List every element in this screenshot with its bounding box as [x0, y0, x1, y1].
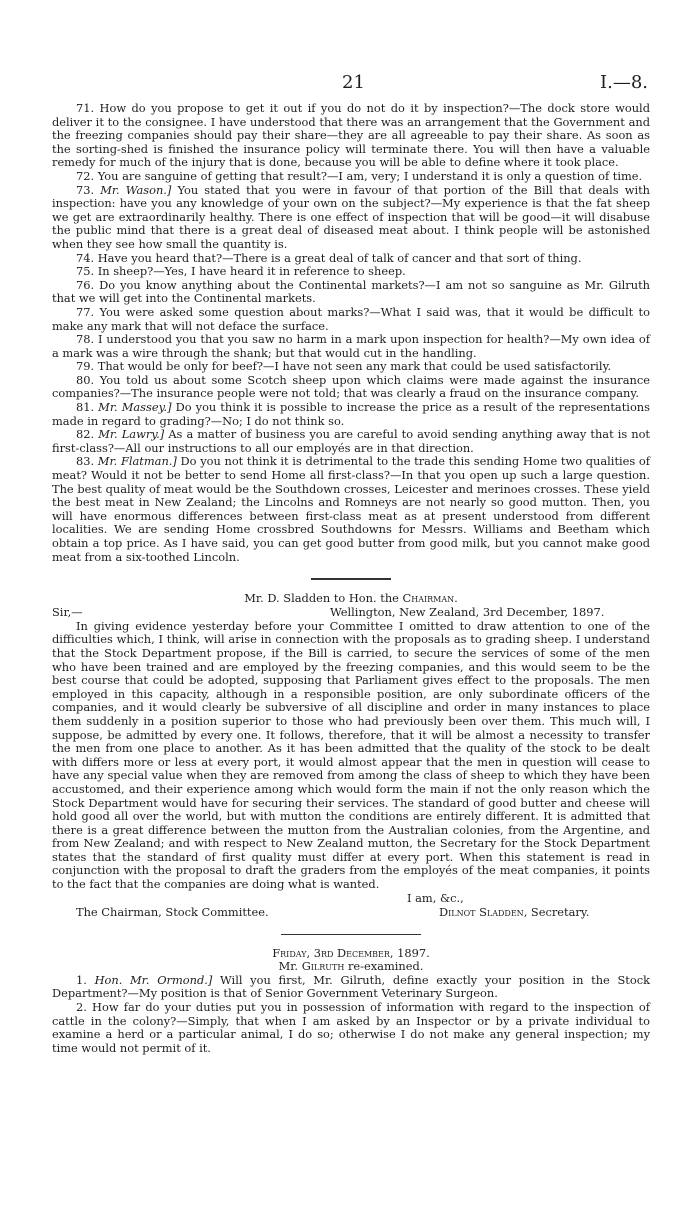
evidence-question-1: 1. Hon. Mr. Ormond.] Will you first, Mr. Gilruth, define exactly your position in the Stock Department?—My position is that of Senior Government Veterinary Surgeon.	[52, 972, 651, 1001]
speaker-name: Mr. Massey.]	[98, 400, 172, 415]
evidence-question-76: 76. Do you know anything about the Continental markets?—I am not so sanguine as Mr. Gilruth that we will get into the Continental markets.	[52, 277, 650, 306]
evidence-question-80: 80. You told us about some Scotch sheep upon which claims were made against the insurance companies?—The insurance people were not told; that was clearly a fraud on the insurance company.	[52, 372, 650, 401]
evidence-question-75: 75. In sheep?—Yes, I have heard it in reference to sheep.	[76, 264, 406, 279]
parliamentary-reference: I.—8.	[599, 72, 648, 93]
evidence-question-72: 72. You are sanguine of getting that result?—I am, very; I understand it is only a question of time.	[76, 168, 643, 183]
sitting-date: Friday, 3rd December, 1897.	[272, 945, 430, 960]
evidence-question-73: 73. Mr. Wason.] You stated that you were in favour of that portion of the Bill that deals with inspection: have you any knowledge of your own on the subject?—My experience is that the fat sheep we get are extraordinarily healthy. There is one effect of inspection that will be good—it will disabuse the public mind that there is a great deal of diseased meat about. I think people will be astonished when they see how small the quantity is.	[52, 182, 651, 251]
letter-body: In giving evidence yesterday before your Committee I omitted to draw attention to one of the difficulties which, I think, will arise in connection with the proposals as to grading sheep. I understand that the Stock Department propose, if the Bill is carried, to secure the services of some of the men who have been trained and are employed by the freezing companies, and this would seem to be the best course that could be adopted, supposing that Parliament gives effect to the proposals. The men employed in this capacity, although in a responsible position, are only subordinate officers of the companies, and it would clearly be subversive of all discipline and order in many instances to place them suddenly in a position superior to those who had previously been over them. This much will, I suppose, be admitted by every one. It follows, therefore, that it will be almost a necessity to transfer the men from one place to another. As it has been admitted that the quality of the stock to be dealt with differs more or less at every port, it would almost appear that the men in question will cease to have any special value when they are removed from among the class of sheep to which they have been accustomed, and their experience among which would form the main if not the only reason which the Stock Department would have for securing their services. The standard of good butter and cheese will hold good all over the world, but with mutton the conditions are entirely different. It is admitted that there is a great difference between the mutton from the Australian colonies, from the Argentine, and from New Zealand; and with respect to New Zealand mutton, the Secretary for the Stock Department states that the standard of first quality must differ at every port. When this statement is read in conjunction with the proposal to draft the graders from the employés of the meat companies, it points to the fact that the companies are doing what is wanted.	[52, 618, 650, 892]
evidence-question-71: 71. How do you propose to get it out if you do not do it by inspection?—The dock store would deliver it to the consignee. I have understood that there was an arrangement that the Government and the freezing companies should pay their share—they are all agreeable to pay their share. As soon as the sorting-shed is finished the insurance policy will terminate there. You will then have a valuable remedy for much of the injury that is done, because you will be able to define where it took place.	[52, 101, 650, 170]
letter-heading	[52, 606, 650, 620]
speaker-name: Mr. Wason.]	[100, 182, 172, 197]
document-page	[52, 72, 650, 1055]
speaker-name: Mr. Flatman.]	[97, 454, 177, 469]
speaker-name: Hon. Mr. Ormond.]	[94, 972, 213, 987]
evidence-question-79: 79. That would be only for beef?—I have not seen any mark that could be used satisfactorily.	[76, 359, 612, 374]
letter-closing: I am, &c.,	[407, 890, 464, 905]
letter-title: Mr. D. Sladden to Hon. the Chairman.	[244, 591, 458, 606]
section-divider	[311, 578, 391, 580]
evidence-question-78: 78. I understood you that you saw no harm in a mark upon inspection for health?—My own idea of a mark was a wire through the shank; but that would cut in the handling.	[52, 332, 650, 360]
letter-salutation: Sir,—	[52, 604, 83, 619]
evidence-question-74: 74. Have you heard that?—There is a great deal of talk of cancer and that sort of thing.	[76, 250, 582, 265]
page-header	[52, 72, 650, 96]
evidence-question-77: 77. You were asked some question about marks?—What I said was, that it would be difficult to make any mark that will not deface the surface.	[52, 304, 650, 333]
page-number: 21	[342, 72, 365, 93]
section-divider	[281, 934, 421, 935]
evidence-question-83: 83. Mr. Flatman.] Do you not think it is detrimental to the trade this sending Home two qualities of meat? Would it not be better to send Home all first-class?—In that you open up such a large question. The best quality of meat would be the Southdown crosses, Leicester and merinoes crosses. These yield the best meat in New Zealand; the Lincolns and Romneys are not nearly so good mutton. Then, you will have enormous differences between first-class meat as at present understood from different localities. We are sending Home crossbred Southdowns for Messrs. Williams and Beetham which obtain a top price. As I have said, you can get good butter from good milk, but you cannot make good meat from a six-toothed Lincoln.	[52, 454, 650, 564]
evidence-question-82: 82. Mr. Lawry.] As a matter of business you are careful to avoid sending anything away that is not first-class?—All our instructions to all our employés are in that direction.	[52, 427, 651, 455]
evidence-question-2: 2. How far do your duties put you in possession of information with regard to the inspection of cattle in the colony?—Simply, that when I am asked by an Inspector or by a private individual to examine a herd or a particular animal, I do so; otherwise I do not make any general inspection; my time would not permit of it.	[52, 1000, 650, 1055]
letter-dateline: Wellington, New Zealand, 3rd December, 1897.	[330, 604, 605, 619]
letter-signature: Dilnot Sladden, Secretary.	[439, 904, 590, 919]
letter-addressee: The Chairman, Stock Committee.	[76, 904, 269, 919]
evidence-question-81: 81. Mr. Massey.] Do you think it is possible to increase the price as a result of the representations made in regard to grading?—No; I do not think so.	[52, 400, 650, 428]
letter-signature-line	[52, 906, 650, 920]
speaker-name: Mr. Lawry.]	[98, 427, 165, 442]
witness-heading: Mr. Gilruth re-examined.	[278, 959, 424, 974]
